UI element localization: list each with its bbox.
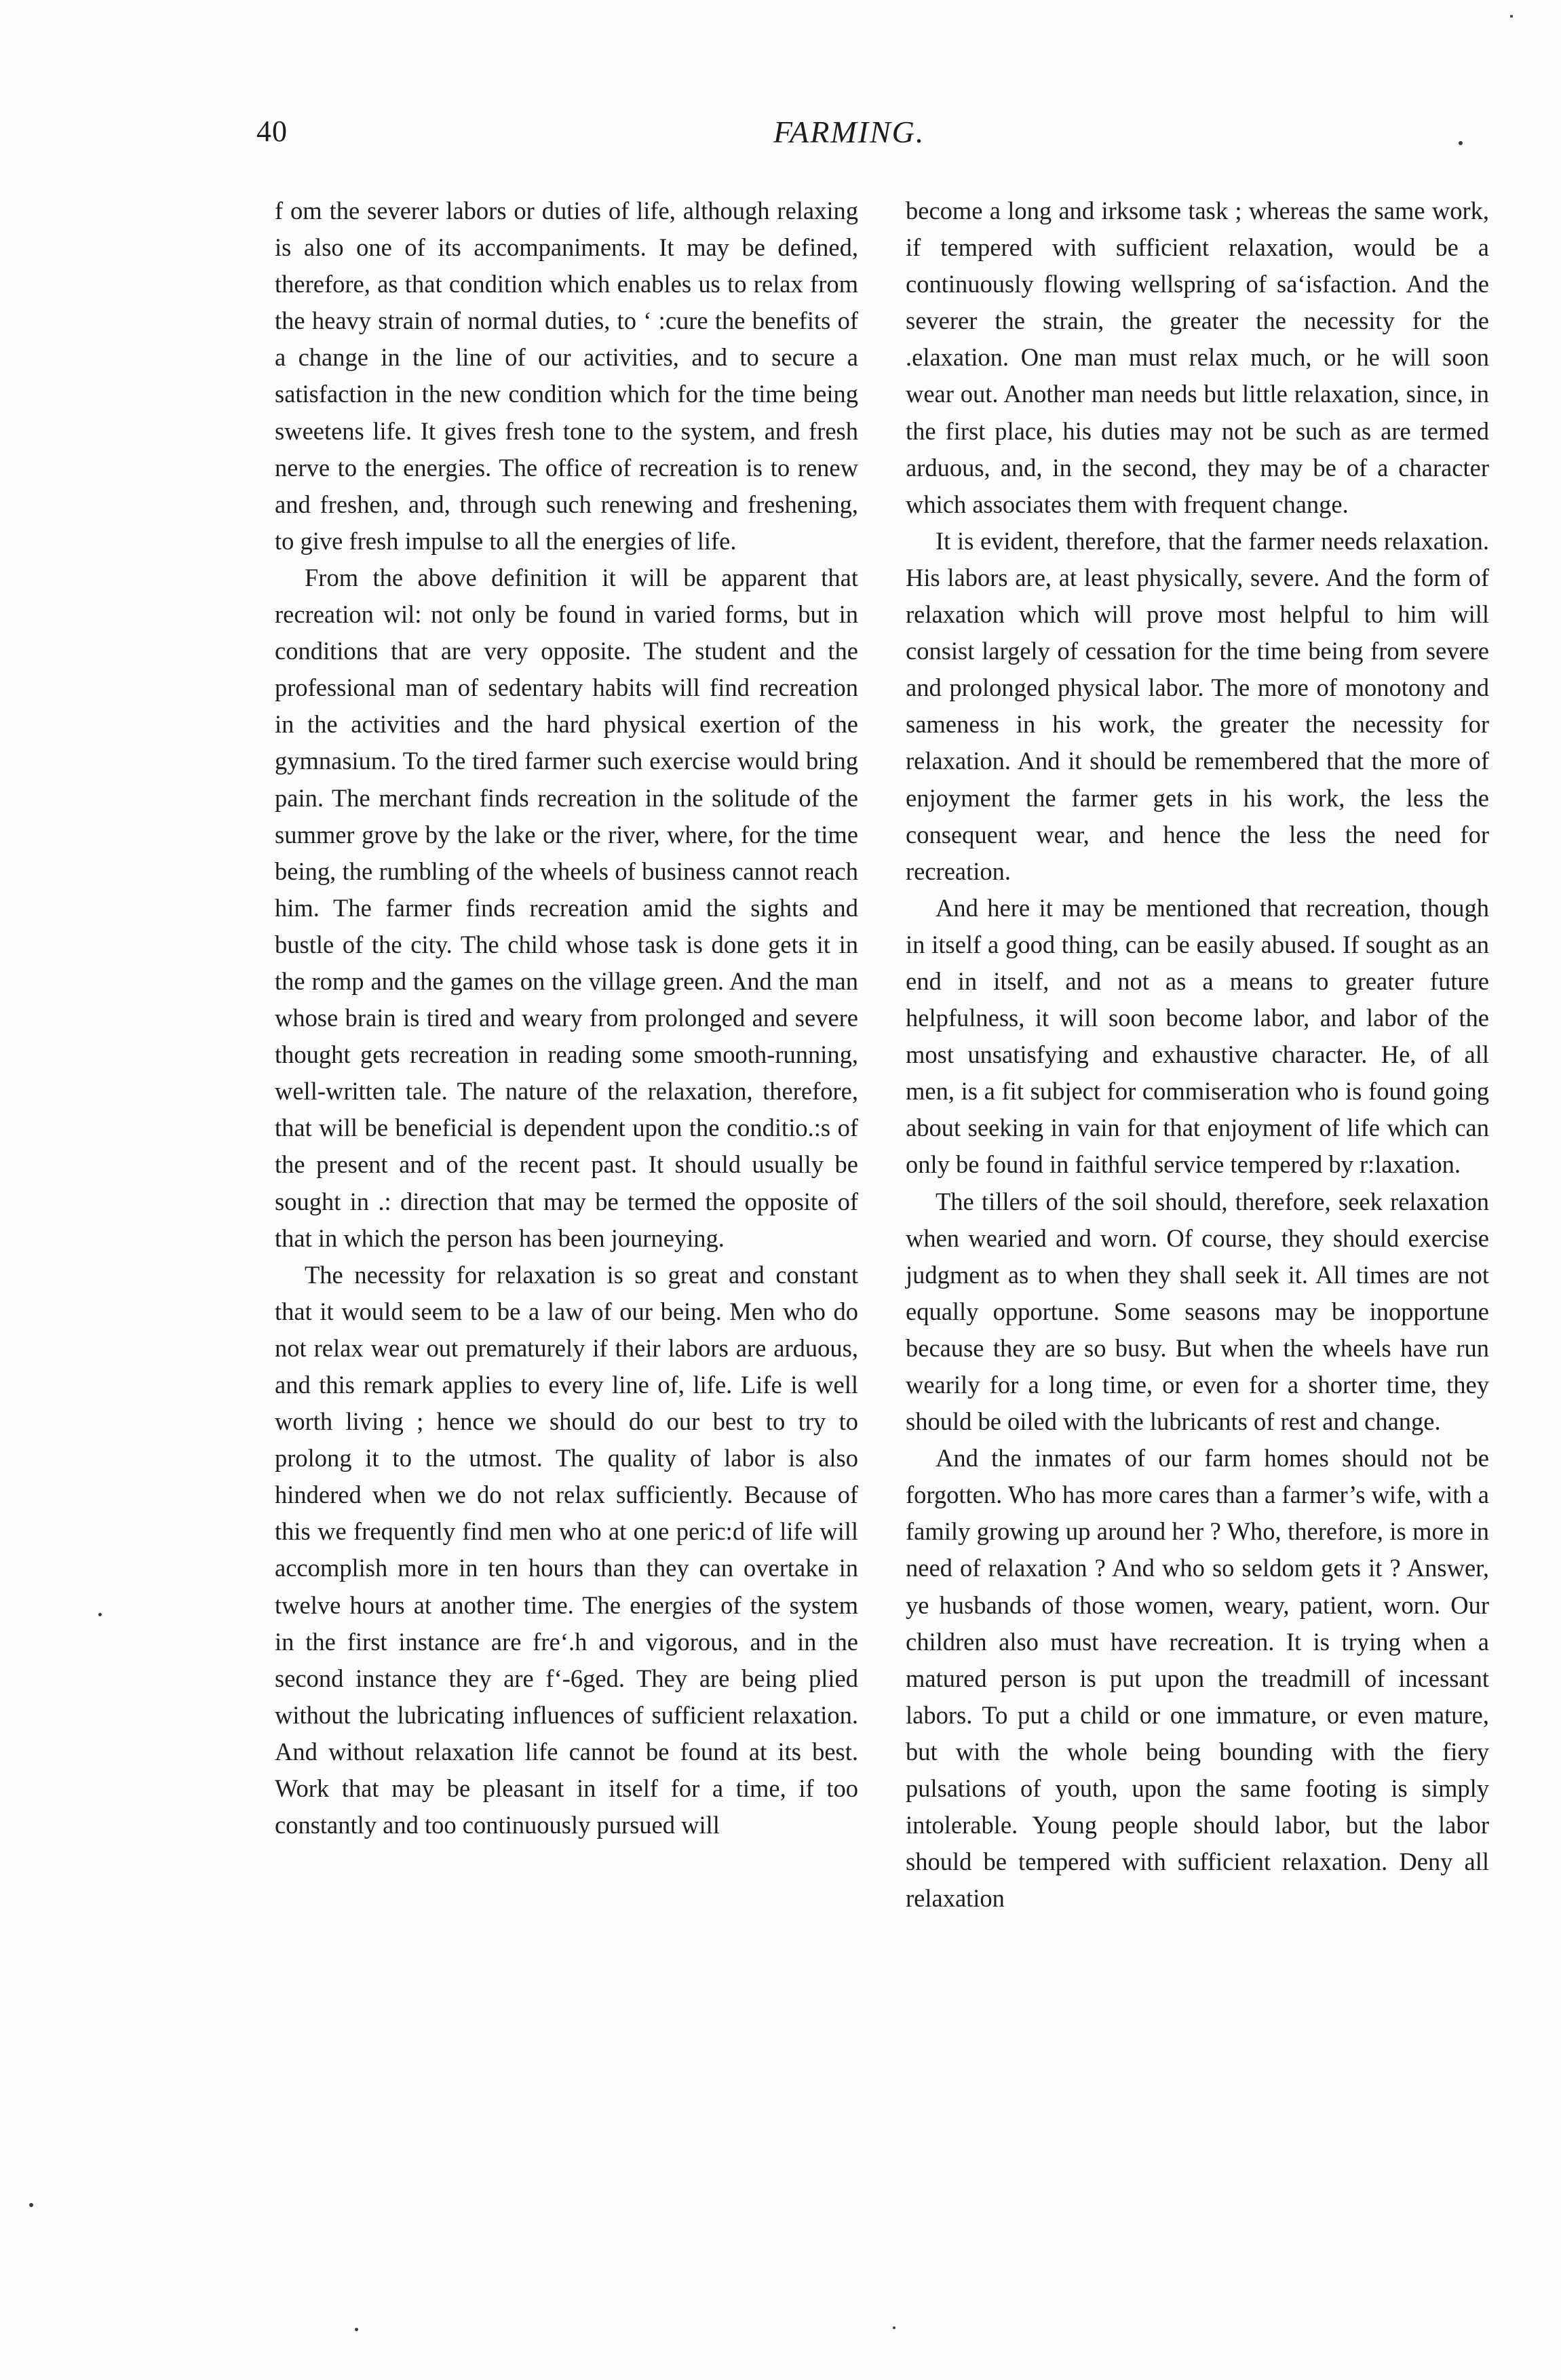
ink-speck <box>1459 141 1463 145</box>
left-column <box>275 193 858 1843</box>
paragraph: The tillers of the soil should, therefore, seek relaxation when wearied and worn. Of course, they should exercise judgment as to when they shall seek it. All times are not equally opportune. Some seasons may be inopportune because they are so busy. But when the wheels have run wearily for a long time, or even for a shorter time, they should be oiled with the lubricants of rest and change. <box>906 1187 1489 1436</box>
ink-speck <box>1510 15 1513 18</box>
paragraph: f om the severer labors or duties of life, although relaxing is also one of its accompaniments. It may be defined, therefore, as that condition which enables us to relax from the heavy strain of normal duties, to ‘ :cure the benefits of a change in the line of our activities, and to secure a satisfaction in the new condition which for the time being sweetens life. It gives fresh tone to the system, and fresh nerve to the energies. The office of recreation is to renew and freshen, and, through such renewing and freshening, to give fresh impulse to all the energies of life. <box>275 197 858 555</box>
ink-speck <box>893 2326 895 2329</box>
ink-speck <box>29 2203 33 2207</box>
paragraph: It is evident, therefore, that the farmer needs relaxation. His labors are, at least physically, severe. And the form of relaxation which will prove most helpful to him will consist largely of cessation for the time being from severe and prolonged physical labor. The more of monotony and sameness in his work, the greater the necessity for relaxation. And it should be remembered that the more of enjoyment the farmer gets in his work, the less the consequent wear, and hence the less the need for recreation. <box>906 526 1489 885</box>
running-head: FARMING. <box>773 115 925 149</box>
ink-speck <box>355 2328 358 2331</box>
paragraph: And here it may be mentioned that recreation, though in itself a good thing, can be easily abused. If sought as an end in itself, and not as a means to greater future helpfulness, it will soon become labor, and labor of the most unsatisfying and exhaustive character. He, of all men, is a fit subject for commiseration who is found going about seeking in vain for that enjoyment of life which can only be found in faithful service tempered by r:laxation. <box>906 893 1489 1179</box>
ink-speck <box>98 1613 102 1616</box>
paragraph: From the above definition it will be apparent that recreation wil: not only be found in varied forms, but in conditions that are very opposite. The student and the professional man of sedentary habits will find recreation in the activities and the hard physical exertion of the gymnasium. To the tired farmer such exercise would bring pain. The merchant finds recreation in the solitude of the summer grove by the lake or the river, where, for the time being, the rumbling of the wheels of business cannot reach him. The farmer finds recreation amid the sights and bustle of the city. The child whose task is done gets it in the romp and the games on the village green. And the man whose brain is tired and weary from prolonged and severe thought gets recreation in reading some smooth-running, well-written tale. The nature of the relaxation, therefore, that will be beneficial is dependent upon the conditio.:s of the present and of the recent past. It should usually be sought in .: direction that may be termed the opposite of that in which the person has been journeying. <box>275 563 858 1252</box>
paragraph: And the inmates of our farm homes should not be forgotten. Who has more cares than a farmer’s wife, with a family growing up around her ? Who, therefore, is more in need of relaxation ? And who so seldom gets it ? Answer, ye husbands of those women, weary, patient, worn. Our children also must have recreation. It is trying when a matured person is put upon the treadmill of incessant labors. To put a child or one immature, or even mature, but with the whole being bounding with the fiery pulsations of youth, upon the same footing is simply intolerable. Young people should labor, but the labor should be tempered with sufficient relaxation. Deny all relaxation <box>906 1444 1489 1913</box>
paragraph: become a long and irksome task ; whereas the same work, if tempered with sufficient relaxation, would be a continuously flowing wellspring of sa‘isfaction. And the severer the strain, the greater the necessity for the .elaxation. One man must relax much, or he will soon wear out. Another man needs but little relaxation, since, in the first place, his duties may not be such as are termed arduous, and, in the second, they may be of a character which associates them with frequent change. <box>906 197 1489 518</box>
page-number: 40 <box>256 115 288 148</box>
right-column <box>906 193 1489 1917</box>
paragraph: The necessity for relaxation is so great and constant that it would seem to be a law of our being. Men who do not relax wear out prematurely if their labors are arduous, and this remark applies to every line of, life. Life is well worth living ; hence we should do our best to try to prolong it to the utmost. The quality of labor is also hindered when we do not relax sufficiently. Because of this we frequently find men who at one peric:d of life will accomplish more in ten hours than they can overtake in twelve hours at another time. The energies of the system in the first instance are fre‘.h and vigorous, and in the second instance they are f‘-6ged. They are being plied without the lubricating influences of sufficient relaxation. And without relaxation life cannot be found at its best. Work that may be pleasant in itself for a time, if too constantly and too continuously pursued will <box>275 1260 858 1839</box>
